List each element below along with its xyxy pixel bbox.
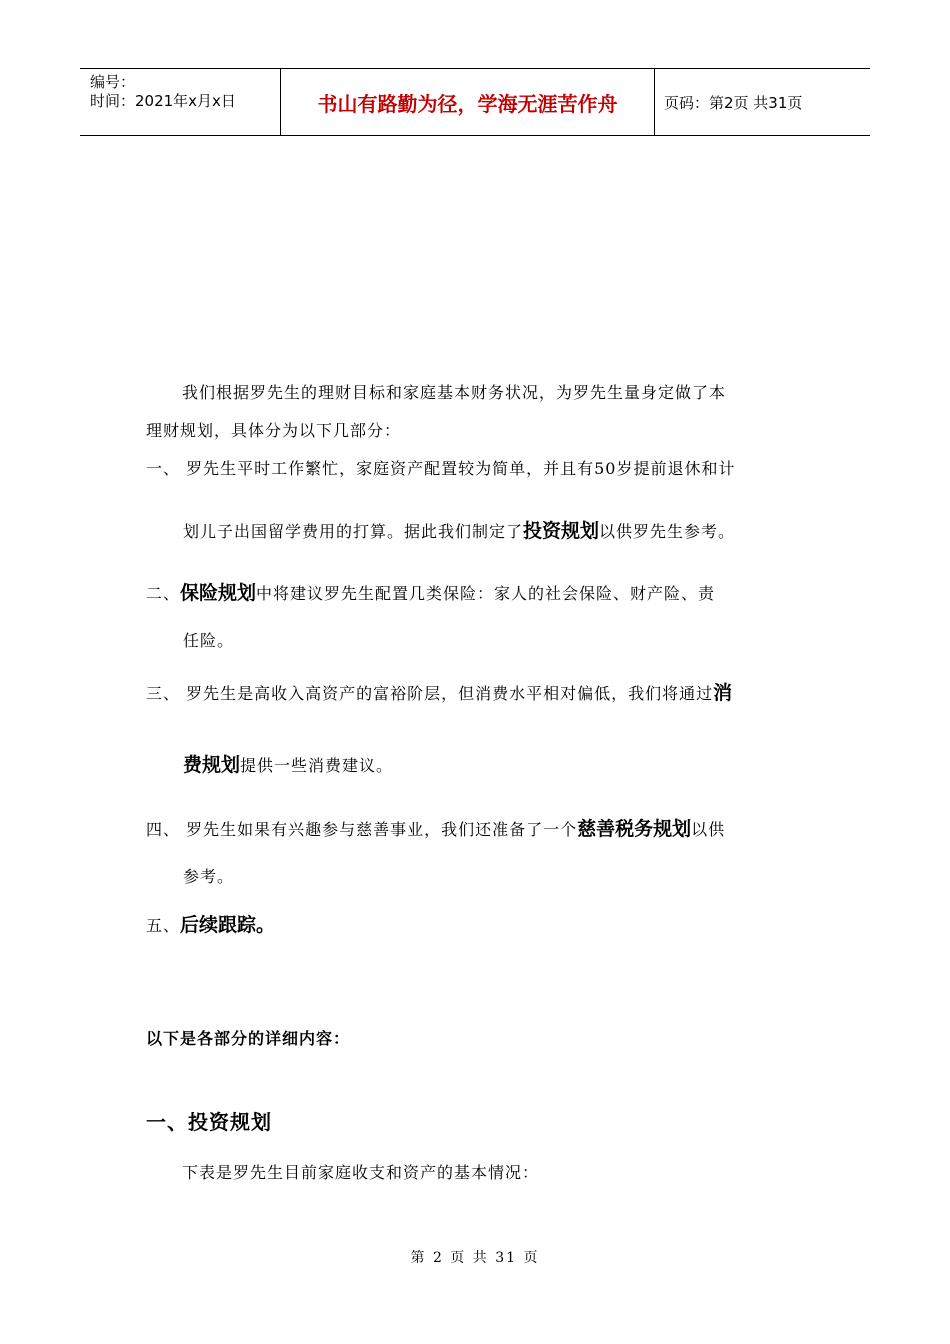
- item-3-line-2: [183, 750, 393, 777]
- item-1-line-1: 一、 罗先生平时工作繁忙，家庭资产配置较为简单，并且有50岁提前退休和计: [146, 459, 736, 478]
- item-1-text-end: 以供罗先生参考。: [599, 522, 736, 541]
- item-3-text: 三、 罗先生是高收入高资产的富裕阶层，但消费水平相对偏低，我们将通过: [146, 684, 714, 703]
- date-label: 时间：2021年x月x日: [90, 92, 236, 110]
- item-2-text: 中将建议罗先生配置几类保险：家人的社会保险、财产险、责: [256, 584, 716, 603]
- item-2-line-1: [146, 578, 715, 605]
- header-page-info: 页码：第2页 共31页: [664, 93, 803, 112]
- investment-planning-term: 投资规划: [523, 520, 600, 542]
- item-1-line-2: [183, 516, 735, 543]
- header-motto: 书山有路勤为径，学海无涯苦作舟: [317, 91, 618, 116]
- number-label: 编号：: [90, 73, 136, 91]
- section-1-title: 一、投资规划: [146, 1110, 272, 1134]
- item-4-text-end: 以供: [691, 820, 726, 839]
- item-5-number: 五、: [146, 916, 181, 935]
- item-5: [146, 910, 275, 937]
- consumption-planning-term-end: 费规划: [183, 754, 241, 776]
- intro-line-2: 理财规划，具体分为以下几部分：: [146, 421, 402, 440]
- details-heading: 以下是各部分的详细内容：: [146, 1029, 351, 1048]
- item-1-text: 划儿子出国留学费用的打算。据此我们制定了: [183, 522, 524, 541]
- charity-tax-planning-term: 慈善税务规划: [577, 818, 692, 840]
- page-footer: 第 2 页 共 31 页: [410, 1250, 540, 1266]
- item-2-line-2: 任险。: [183, 631, 235, 650]
- follow-up-term: 后续跟踪。: [180, 914, 276, 936]
- item-3-text-end: 提供一些消费建议。: [240, 756, 394, 775]
- section-1-intro: 下表是罗先生目前家庭收支和资产的基本情况：: [182, 1163, 540, 1182]
- item-3-line-1: [146, 678, 732, 705]
- item-2-number: 二、: [146, 584, 181, 603]
- header-divider: [654, 69, 655, 135]
- intro-line-1: 我们根据罗先生的理财目标和家庭基本财务状况，为罗先生量身定做了本: [182, 383, 727, 402]
- page-header: [80, 68, 870, 136]
- item-4-text: 四、 罗先生如果有兴趣参与慈善事业，我们还准备了一个: [146, 820, 578, 839]
- insurance-planning-term: 保险规划: [180, 582, 257, 604]
- item-4-line-2: 参考。: [183, 867, 235, 886]
- item-4-line-1: [146, 814, 725, 841]
- header-meta: [80, 69, 280, 135]
- consumption-planning-term-start: 消: [713, 682, 733, 704]
